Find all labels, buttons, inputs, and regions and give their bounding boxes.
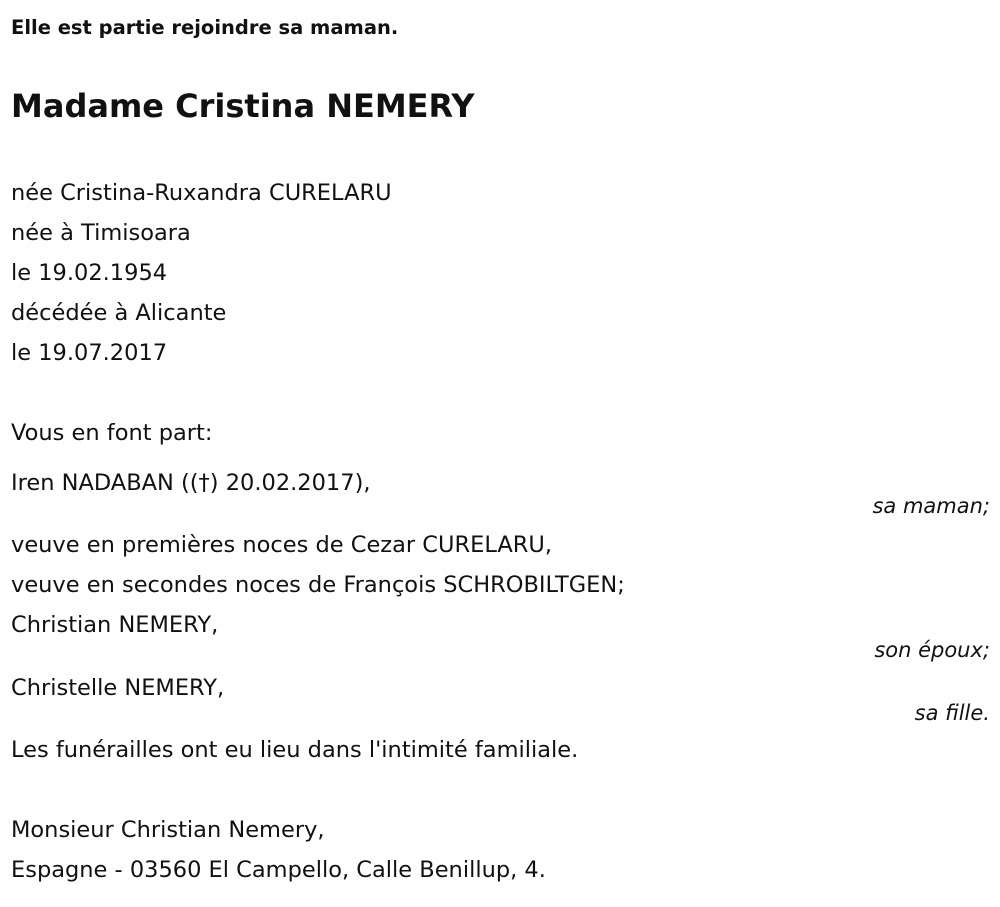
- daughter-role: sa fille.: [914, 701, 990, 725]
- widow-line-2: veuve en secondes noces de François SCHROBILTGEN;: [11, 572, 625, 598]
- daughter-line: Christelle NEMERY,: [11, 675, 225, 701]
- mother-line: Iren NADABAN ((†) 20.02.2017),: [11, 470, 371, 496]
- widow-line-1: veuve en premières noces de Cezar CURELARU,: [11, 532, 553, 558]
- birth-place: née à Timisoara: [11, 220, 191, 246]
- deceased-name: Madame Cristina NEMERY: [11, 87, 475, 125]
- husband-line: Christian NEMERY,: [11, 612, 219, 638]
- birth-name: née Cristina-Ruxandra CURELARU: [11, 180, 392, 206]
- address-name: Monsieur Christian Nemery,: [11, 817, 325, 843]
- mother-role: sa maman;: [872, 494, 990, 518]
- birth-date: le 19.02.1954: [11, 260, 168, 286]
- intro-line: Elle est partie rejoindre sa maman.: [11, 16, 399, 39]
- announce-line: Vous en font part:: [11, 420, 213, 446]
- address-line: Espagne - 03560 El Campello, Calle Benillup, 4.: [11, 857, 546, 883]
- death-place: décédée à Alicante: [11, 300, 227, 326]
- husband-role: son époux;: [874, 638, 990, 662]
- funeral-line: Les funérailles ont eu lieu dans l'intimité familiale.: [11, 737, 579, 763]
- death-date: le 19.07.2017: [11, 340, 168, 366]
